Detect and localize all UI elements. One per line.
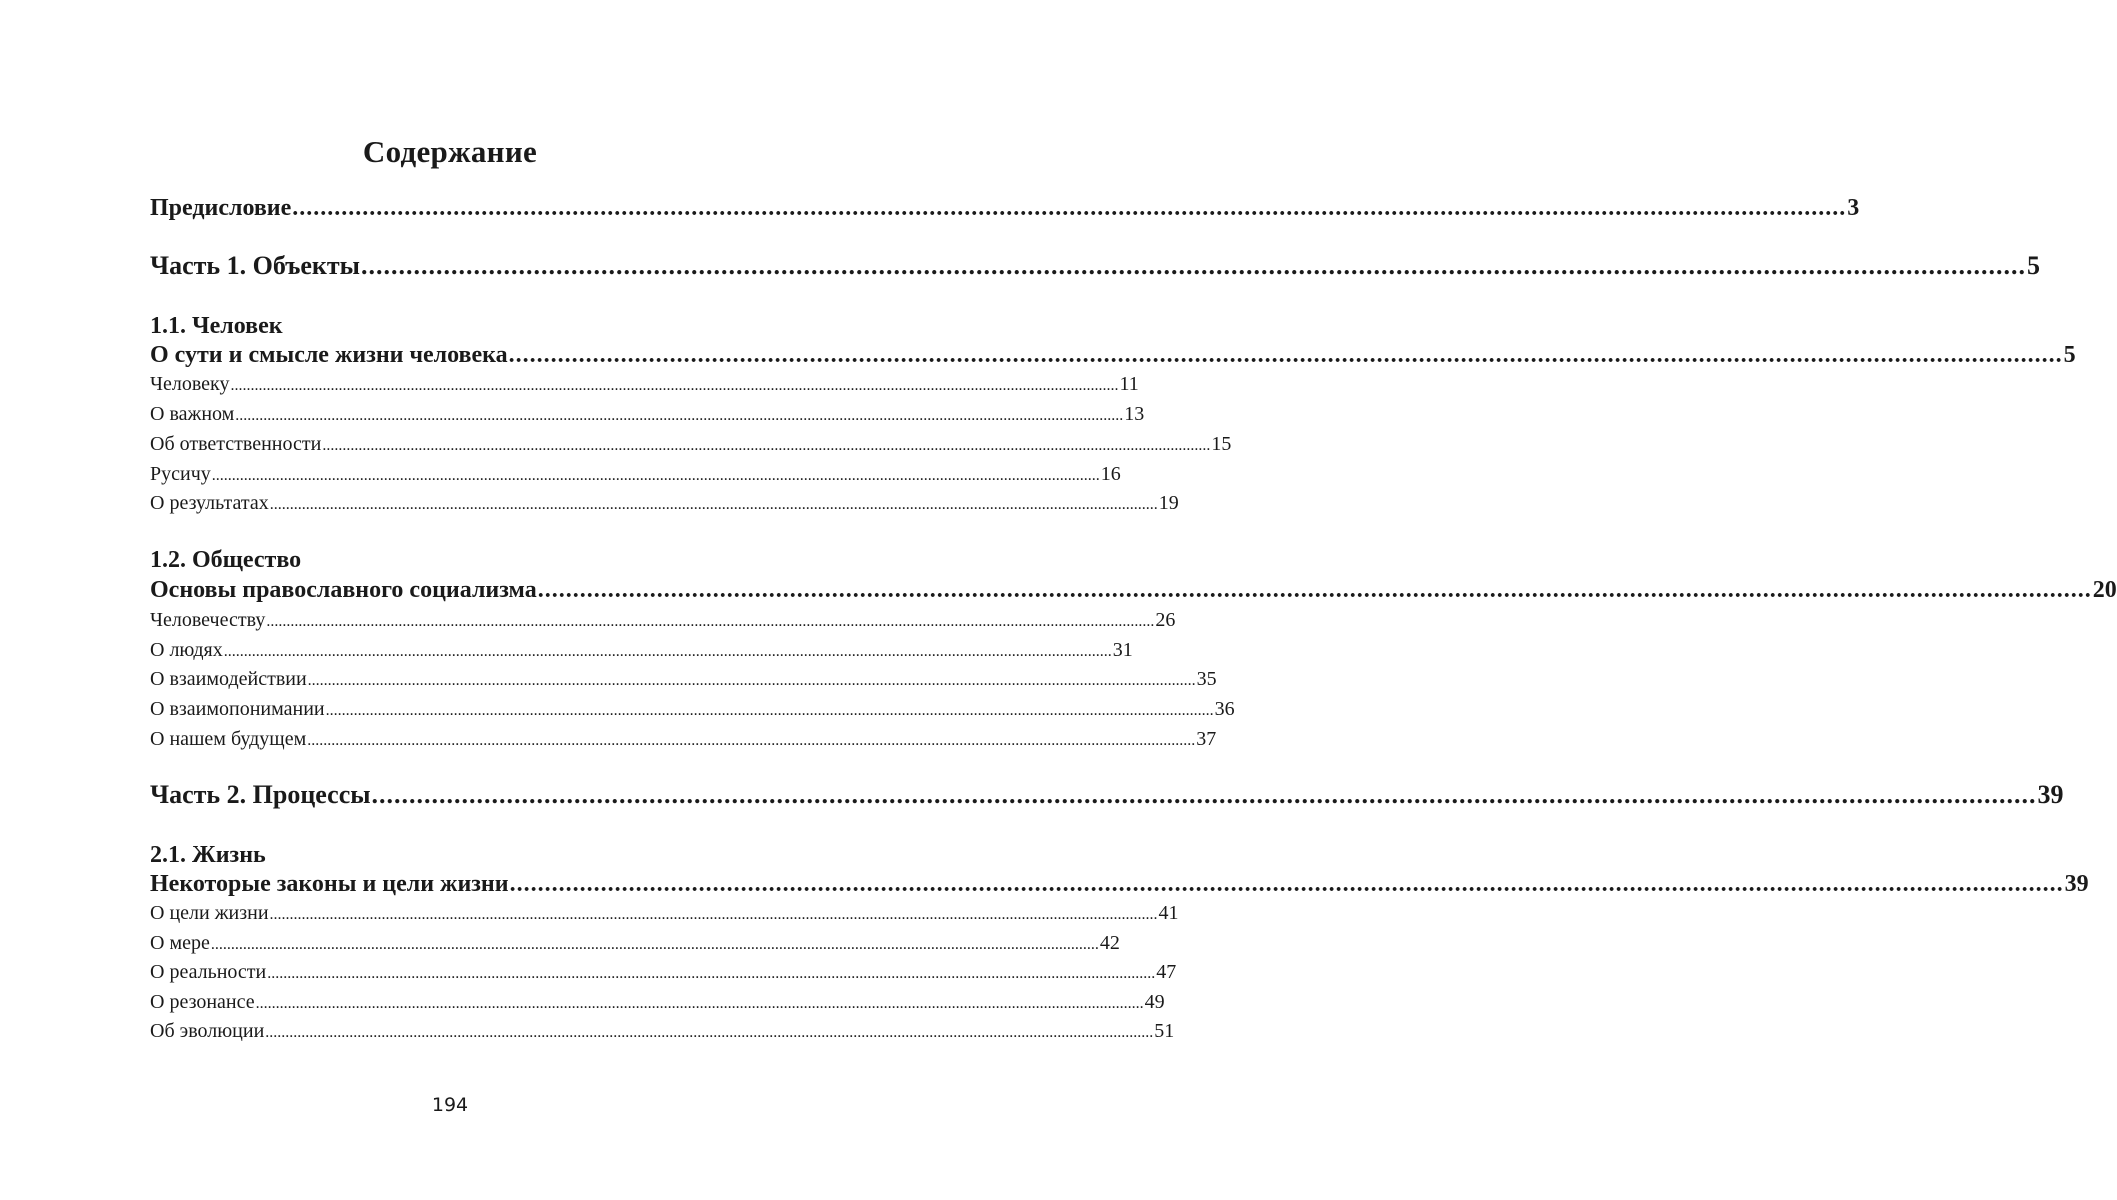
toc-entry-page: 31 xyxy=(1112,639,1133,661)
dot-leader: .............................................................................................................................................................................................................................. xyxy=(265,1024,1154,1041)
toc-entry xyxy=(150,370,1139,400)
dot-leader: .............................................................................................................................................................................................................................. xyxy=(322,437,1211,454)
toc-entry xyxy=(150,430,1232,460)
toc-entry-chapter xyxy=(150,340,2076,370)
toc-entry-part-2 xyxy=(150,779,2064,811)
toc-entry-page: 16 xyxy=(1100,463,1121,485)
toc-entry-page: 39 xyxy=(2064,871,2089,897)
section-heading-1-2: 1.2. Общество xyxy=(150,547,302,573)
toc-entry-title: Некоторые законы и цели жизни xyxy=(150,871,509,897)
dot-leader: .............................................................................................................................................................................................................................. xyxy=(292,195,1847,221)
page-number: 194 xyxy=(431,1094,469,1116)
toc-entry xyxy=(150,899,1179,929)
dot-leader: .............................................................................................................................................................................................................................. xyxy=(266,613,1155,630)
toc-entry-page: 3 xyxy=(1847,195,1860,221)
toc-entry xyxy=(150,665,1217,695)
toc-entry-page: 26 xyxy=(1155,609,1176,631)
toc-entry-title: Человечеству xyxy=(150,609,266,631)
toc-entry xyxy=(150,929,1120,959)
toc-entry-title: О сути и смысле жизни человека xyxy=(150,342,508,368)
dot-leader: .............................................................................................................................................................................................................................. xyxy=(269,496,1158,513)
dot-leader: .............................................................................................................................................................................................................................. xyxy=(210,936,1099,953)
dot-leader: .............................................................................................................................................................................................................................. xyxy=(307,672,1196,689)
dot-leader: .............................................................................................................................................................................................................................. xyxy=(360,251,2026,280)
toc-entry-title: О взаимодействии xyxy=(150,668,307,690)
toc-entry-title: О резонансе xyxy=(150,991,255,1013)
toc-entry-chapter xyxy=(150,575,2117,605)
dot-leader: .............................................................................................................................................................................................................................. xyxy=(255,995,1144,1012)
toc-entry-page: 11 xyxy=(1119,373,1139,395)
dot-leader: .............................................................................................................................................................................................................................. xyxy=(537,577,2092,603)
toc-entry-page: 39 xyxy=(2037,780,2064,809)
toc-entry xyxy=(150,460,1121,490)
dot-leader: .............................................................................................................................................................................................................................. xyxy=(508,342,2063,368)
toc-entry-title: О нашем будущем xyxy=(150,728,307,750)
section-heading-1-1: 1.1. Человек xyxy=(150,313,283,339)
dot-leader: .............................................................................................................................................................................................................................. xyxy=(325,702,1214,719)
toc-entry-title: Об эволюции xyxy=(150,1020,265,1042)
toc-entry-title: О важном xyxy=(150,403,235,425)
toc-entry-title: Основы православного социализма xyxy=(150,577,537,603)
toc-entry xyxy=(150,958,1177,988)
dot-leader: .............................................................................................................................................................................................................................. xyxy=(211,467,1100,484)
toc-entry-title: О результатах xyxy=(150,492,269,514)
toc-entry-page: 35 xyxy=(1196,668,1217,690)
dot-leader: .............................................................................................................................................................................................................................. xyxy=(267,965,1156,982)
toc-entry-title: Об ответственности xyxy=(150,433,322,455)
dot-leader: .............................................................................................................................................................................................................................. xyxy=(230,377,1119,394)
toc-entry-title: Часть 1. Объекты xyxy=(150,251,360,280)
dot-leader: .............................................................................................................................................................................................................................. xyxy=(269,906,1158,923)
toc-entry-page: 42 xyxy=(1099,932,1120,954)
toc-entry-part-1 xyxy=(150,250,2040,282)
toc-entry-chapter xyxy=(150,869,2089,899)
section-heading-2-1: 2.1. Жизнь xyxy=(150,842,266,868)
toc-entry-title: О цели жизни xyxy=(150,902,269,924)
toc-entry xyxy=(150,400,1145,430)
toc-entry xyxy=(150,695,1235,725)
toc-entry-page: 5 xyxy=(2026,251,2040,280)
toc-entry xyxy=(150,725,1217,755)
toc-entry-page: 15 xyxy=(1211,433,1232,455)
toc-entry-title: Русичу xyxy=(150,463,211,485)
toc-entry-page: 51 xyxy=(1154,1020,1175,1042)
toc-entry-title: Часть 2. Процессы xyxy=(150,780,371,809)
toc-entry-title: Человеку xyxy=(150,373,230,395)
toc-entry-title: О мере xyxy=(150,932,210,954)
toc-entry xyxy=(150,606,1176,636)
toc-entry xyxy=(150,636,1133,666)
toc-entry-page: 49 xyxy=(1144,991,1165,1013)
toc-entry xyxy=(150,1017,1175,1047)
page-title: Содержание xyxy=(362,134,538,169)
dot-leader: .............................................................................................................................................................................................................................. xyxy=(307,732,1196,749)
toc-entry-title: О взаимопонимании xyxy=(150,698,325,720)
toc-entry-preface xyxy=(150,193,1860,223)
dot-leader: .............................................................................................................................................................................................................................. xyxy=(223,643,1112,660)
toc-entry-page: 47 xyxy=(1156,961,1177,983)
toc-entry-page: 41 xyxy=(1158,902,1179,924)
toc-entry-page: 19 xyxy=(1158,492,1179,514)
toc-entry-title: Предисловие xyxy=(150,195,292,221)
toc-entry xyxy=(150,489,1179,519)
toc-entry-page: 36 xyxy=(1214,698,1235,720)
dot-leader: .............................................................................................................................................................................................................................. xyxy=(509,871,2064,897)
toc-entry-title: О реальности xyxy=(150,961,267,983)
toc-entry-title: О людях xyxy=(150,639,223,661)
dot-leader: .............................................................................................................................................................................................................................. xyxy=(371,780,2037,809)
toc-entry-page: 5 xyxy=(2063,342,2076,368)
toc-entry xyxy=(150,988,1165,1018)
toc-entry-page: 37 xyxy=(1196,728,1217,750)
toc-entry-page: 20 xyxy=(2092,577,2117,603)
toc-entry-page: 13 xyxy=(1124,403,1145,425)
dot-leader: .............................................................................................................................................................................................................................. xyxy=(235,407,1124,424)
